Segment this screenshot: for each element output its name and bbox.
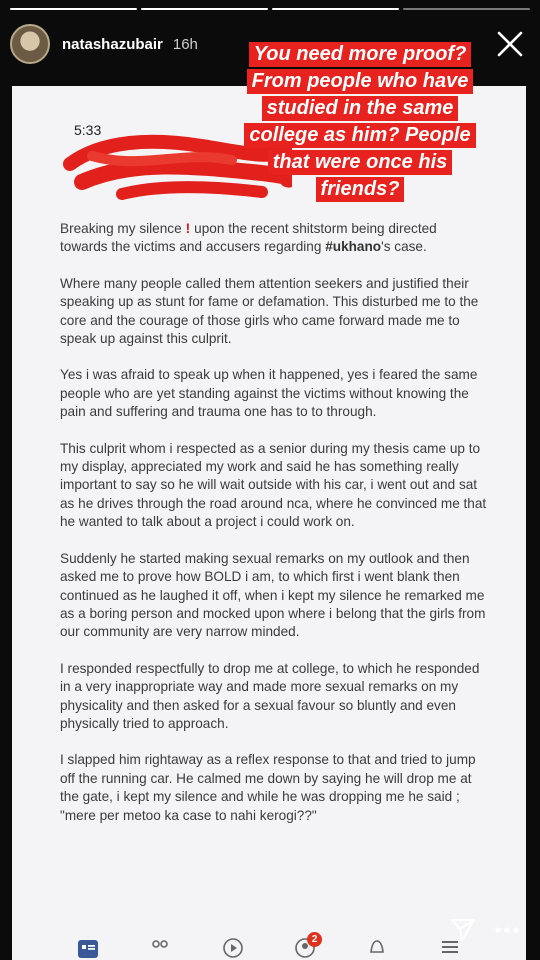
paragraph-text: 's case. (381, 239, 427, 255)
paragraph: Suddenly he started making sexual remarks on my outlook and then asked me to prove how BOLD i am, to which first i went blank then continued as he laughed it off, when i kept my silence he remarked me as a boring person and mocked upon where i belong that the girls from our community are very narrow minded. (60, 550, 486, 640)
username[interactable]: natashazubair (62, 35, 163, 53)
paragraph: Yes i was afraid to speak up when it happened, yes i feared the same people who are yet standing against the victims without knowing the pain and suffering and trauma one has to to through. (60, 367, 478, 420)
hashtag-link[interactable]: #ukhano (325, 239, 382, 255)
caption-line: studied in the same (262, 96, 459, 121)
groups-icon[interactable] (149, 936, 171, 958)
paragraph-text: Breaking my silence (60, 221, 182, 236)
app-tab-bar (12, 936, 526, 960)
feed-icon[interactable] (77, 936, 99, 958)
progress-segment (403, 8, 530, 10)
progress-segment (272, 8, 399, 10)
exclamation-icon: ! (185, 221, 191, 236)
paragraph: Where many people called them attention seekers and justified their speaking up as stunt for fame or defamation. This disturbed me to the core and the courage of those girls who came forward made me to speak up against this culprit. (60, 275, 479, 347)
shared-screenshot (12, 86, 526, 960)
paragraph: I slapped him rightaway as a reflex response to that and tried to jump off the running car. He calmed me down by saying he will drop me at the gate, i kept my silence and while he was dropping me he said ; "mere per metoo ka case to nahi kerogi??" (60, 752, 476, 823)
caption-line: college as him? People (244, 123, 475, 148)
paragraph-text: upon the recent shitstorm being directed towards the victims and accusers regarding (60, 221, 437, 255)
caption-line: friends? (316, 177, 405, 202)
more-options-icon[interactable] (494, 922, 520, 938)
caption-line: You need more proof? (249, 42, 472, 67)
avatar[interactable] (10, 24, 50, 64)
story-progress (10, 8, 530, 10)
caption-line: that were once his (268, 150, 453, 175)
notifications-icon[interactable] (366, 936, 388, 958)
send-icon[interactable] (450, 916, 476, 942)
watch-icon[interactable] (222, 936, 244, 958)
paragraph: I responded respectfully to drop me at college, to which he responded in a very inappropriate way and made more sexual remarks on my physicality and then asked for a sexual favour so bluntly and even physically tried to approach. (60, 660, 480, 731)
profile-icon-wrap[interactable] (294, 936, 316, 958)
paragraph: This culprit whom i respected as a senior during my thesis came up to my display, appreciated my work and said he has something really important to say so he will wait outside with his car, i went out and sat as he drives through the road around nca, where he convinced me that he wanted to talk about a project i could work on. (60, 440, 487, 530)
story-caption (226, 42, 494, 204)
post-time: 16h (172, 35, 198, 53)
progress-segment (141, 8, 268, 10)
close-icon[interactable] (494, 28, 526, 60)
progress-segment (10, 8, 137, 10)
post-body (60, 220, 488, 843)
notification-badge: 2 (307, 932, 322, 947)
caption-line: From people who have (247, 69, 474, 94)
status-time: 5:33 (74, 122, 102, 138)
paragraph (60, 220, 488, 257)
